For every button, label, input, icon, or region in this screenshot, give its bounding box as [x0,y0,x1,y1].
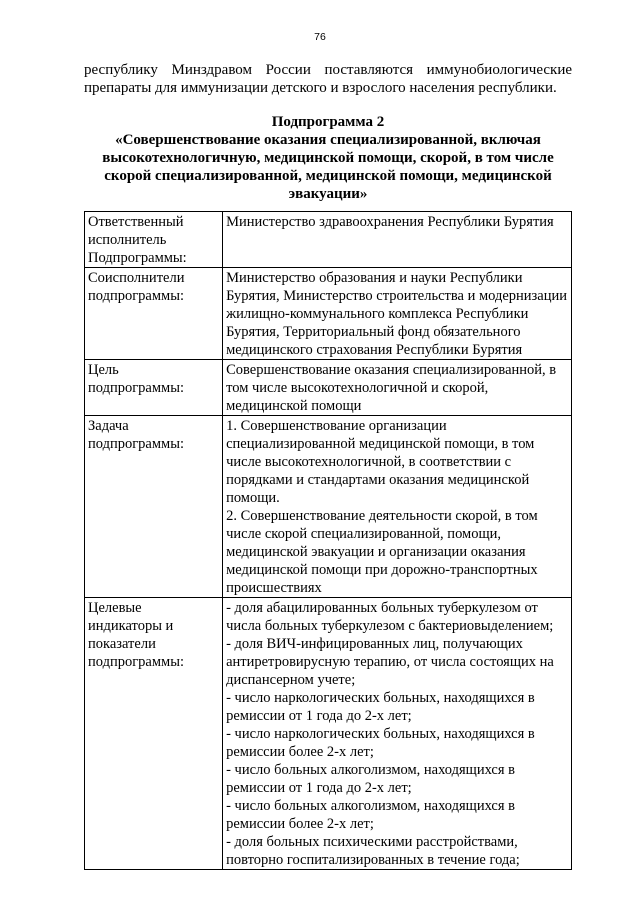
table-row [85,268,572,360]
cell-line: Цель [88,362,119,378]
cell-line: числа больных туберкулезом с бактериовыделением; [226,618,554,634]
cell-line: Целевые [88,600,142,616]
cell-line: ремиссии более 2-х лет; [226,744,374,760]
table-row [85,212,572,268]
intro-line: республику Минздравом России поставляются иммунобиологические [84,62,572,78]
cell-line: подпрограммы: [88,654,184,670]
subprogram-passport-table [84,211,572,870]
cell-line: диспансерном учете; [226,672,356,688]
cell-line: медицинской помощи при дорожно-транспортных [226,562,538,578]
cell-line: - число наркологических больных, находящихся в [226,690,535,706]
row-label-cell [85,268,223,360]
row-value-cell [223,268,572,360]
cell-line: Министерство здравоохранения Республики Бурятия [226,214,554,230]
subprogram-name-line: скорой специализированной, медицинской помощи, медицинской [104,168,552,184]
cell-line: Ответственный [88,214,184,230]
cell-line: специализированной медицинской помощи, в том [226,436,535,452]
cell-line: Бурятия, Министерство строительства и модернизации [226,288,567,304]
cell-line: - доля больных психическими расстройствами, [226,834,518,850]
row-value-cell [223,360,572,416]
row-value-cell [223,416,572,598]
cell-line: подпрограммы: [88,380,184,396]
cell-line: ремиссии от 1 года до 2-х лет; [226,708,412,724]
cell-line: повторно госпитализированных в течение года; [226,852,520,868]
cell-line: - доля абацилированных больных туберкулезом от [226,600,538,616]
cell-line: Бурятия, Территориальный фонд обязательного [226,324,521,340]
cell-line: подпрограммы: [88,436,184,452]
subprogram-name-line: эвакуации» [288,186,368,202]
cell-line: 1. Совершенствование организации [226,418,447,434]
cell-line: - число больных алкоголизмом, находящихся в [226,798,515,814]
cell-line: Соисполнители [88,270,185,286]
cell-line: числе высокотехнологичной, в соответствии с [226,454,512,470]
cell-line: ремиссии более 2-х лет; [226,816,374,832]
row-label-cell [85,360,223,416]
cell-line: помощи. [226,490,280,506]
subprogram-title: Подпрограмма 2 [271,114,385,130]
intro-line: препараты для иммунизации детского и взрослого населения республики. [84,80,557,96]
cell-line: Совершенствование оказания специализированной, в [226,362,557,378]
cell-line: числе скорой специализированной, помощи, [226,526,502,542]
cell-line: показатели [88,636,156,652]
cell-line: жилищно-коммунального комплекса Республики [226,306,529,322]
cell-line: - число наркологических больных, находящихся в [226,726,535,742]
row-label-cell [85,416,223,598]
cell-line: Подпрограммы: [88,250,187,266]
subprogram-name-line: высокотехнологичную, медицинской помощи, скорой, в том числе [102,150,554,166]
cell-line: исполнитель [88,232,167,248]
cell-line: медицинской помощи [226,398,362,414]
subprogram-name-line: «Совершенствование оказания специализированной, включая [115,132,541,148]
cell-line: антиретровирусную терапию, от числа состоящих на [226,654,554,670]
row-label-cell [85,212,223,268]
table-row [85,416,572,598]
cell-line: Задача [88,418,129,434]
row-value-cell [223,598,572,870]
cell-line: подпрограммы: [88,288,184,304]
table-row [85,360,572,416]
cell-line: том числе высокотехнологичной и скорой, [226,380,489,396]
cell-line: ремиссии от 1 года до 2-х лет; [226,780,412,796]
cell-line: - число больных алкоголизмом, находящихся в [226,762,515,778]
row-label-cell [85,598,223,870]
cell-line: порядками и стандартами оказания медицинской [226,472,530,488]
cell-line: - доля ВИЧ-инфицированных лиц, получающих [226,636,523,652]
cell-line: индикаторы и [88,618,174,634]
cell-line: 2. Совершенствование деятельности скорой, в том [226,508,538,524]
cell-line: Министерство образования и науки Республики [226,270,523,286]
cell-line: происшествиях [226,580,322,596]
intro-paragraph [84,61,572,97]
page-number: 76 [314,31,326,43]
cell-line: медицинского страхования Республики Бурятия [226,342,523,358]
row-value-cell [223,212,572,268]
table-row [85,598,572,870]
subprogram-heading [84,113,572,203]
cell-line: медицинской эвакуации и организации оказания [226,544,526,560]
